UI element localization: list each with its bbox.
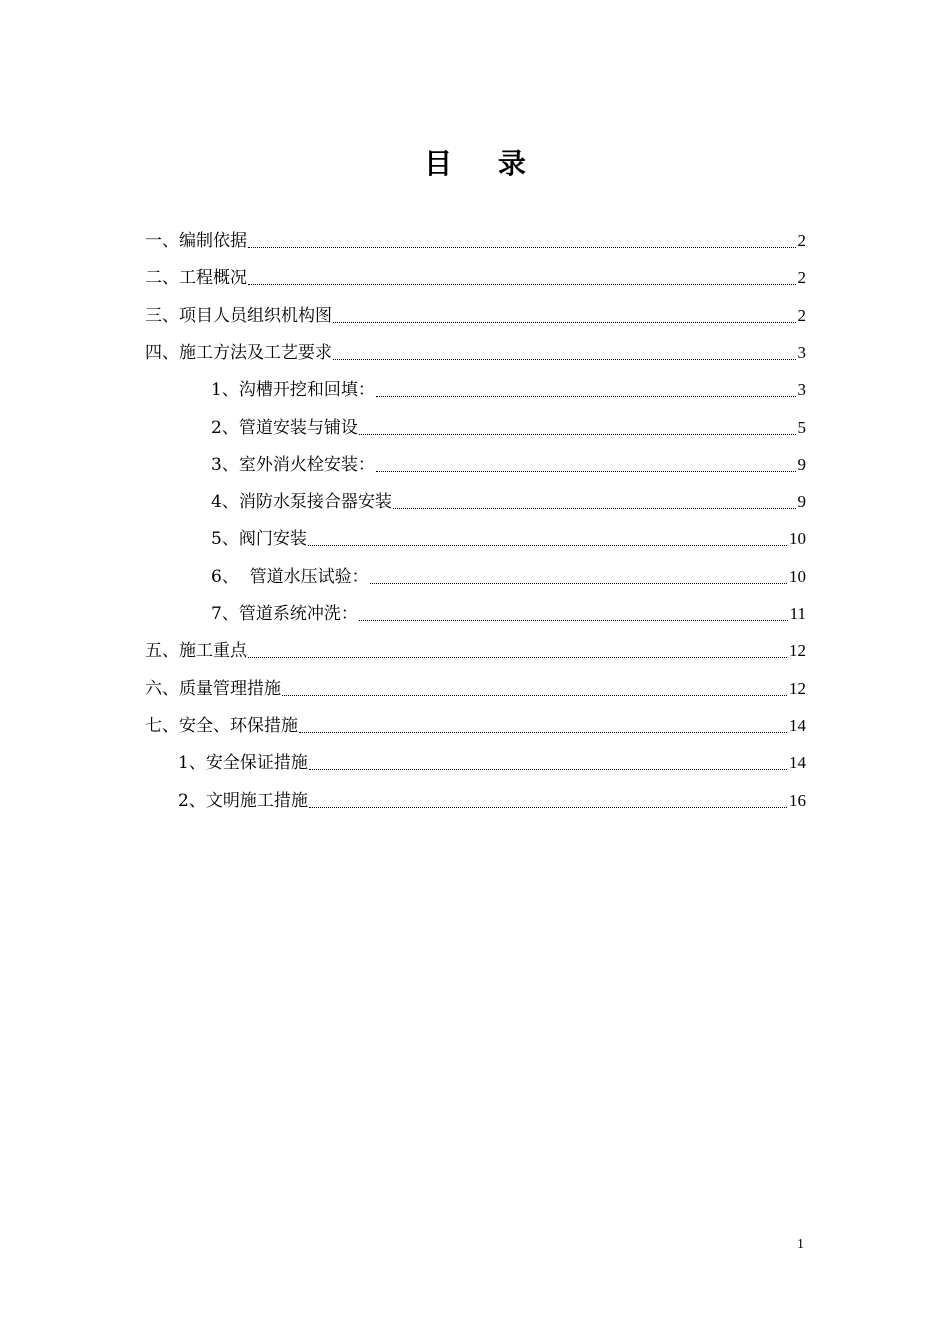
toc-dot-leader bbox=[248, 657, 787, 658]
toc-entry-label: 二、工程概况 bbox=[145, 268, 247, 289]
toc-entry-label: 三、项目人员组织机构图 bbox=[145, 305, 332, 326]
toc-entry-label: 3、室外消火栓安装： bbox=[211, 454, 375, 475]
toc-entry-page: 3 bbox=[797, 380, 806, 400]
toc-dot-leader bbox=[333, 322, 796, 323]
toc-entry-label: 1、沟槽开挖和回填： bbox=[211, 380, 375, 401]
toc-entry-label: 5、阀门安装 bbox=[211, 529, 307, 550]
toc-entry-page: 14 bbox=[789, 753, 806, 773]
toc-dot-leader bbox=[248, 247, 796, 248]
toc-entry-page: 2 bbox=[797, 305, 806, 325]
toc-entry-page: 12 bbox=[789, 678, 806, 698]
toc-entry[interactable] bbox=[145, 709, 806, 739]
toc-entry[interactable] bbox=[145, 672, 806, 702]
toc-entry[interactable] bbox=[145, 261, 806, 291]
toc-dot-leader bbox=[359, 434, 796, 435]
toc-dot-leader bbox=[370, 583, 787, 584]
toc-entry-page: 5 bbox=[797, 417, 806, 437]
toc-entry-page: 10 bbox=[789, 529, 806, 549]
toc-entry-page: 2 bbox=[797, 231, 806, 250]
toc-entry-page: 16 bbox=[789, 790, 806, 810]
toc-entry-label: 2、管道安装与铺设 bbox=[211, 417, 358, 438]
toc-dot-leader bbox=[359, 620, 788, 621]
toc-dot-leader bbox=[282, 695, 787, 696]
toc-entry[interactable] bbox=[211, 597, 806, 627]
toc-entry-page: 9 bbox=[797, 492, 806, 512]
toc-entry[interactable] bbox=[211, 448, 806, 478]
toc-dot-leader bbox=[309, 807, 787, 808]
toc-entry-label: 四、施工方法及工艺要求 bbox=[145, 342, 332, 363]
toc-entry-page: 11 bbox=[789, 604, 806, 623]
toc-entry[interactable] bbox=[145, 224, 806, 254]
toc-entry[interactable] bbox=[211, 411, 806, 441]
toc-entry[interactable] bbox=[145, 336, 806, 366]
toc-entry-page: 12 bbox=[789, 641, 806, 661]
toc-dot-leader bbox=[299, 732, 787, 733]
toc-dot-leader bbox=[376, 471, 796, 472]
toc-entry[interactable] bbox=[211, 522, 806, 552]
toc-entry[interactable] bbox=[211, 560, 806, 590]
toc-entry[interactable] bbox=[145, 299, 806, 329]
toc-entry[interactable] bbox=[211, 373, 806, 403]
toc-dot-leader bbox=[393, 508, 796, 509]
toc-entry[interactable] bbox=[145, 634, 806, 664]
toc-entry-label: 2、文明施工措施 bbox=[178, 790, 308, 811]
toc-entry[interactable] bbox=[211, 485, 806, 515]
toc-entry-label: 五、施工重点 bbox=[145, 641, 247, 662]
toc-entry-page: 3 bbox=[797, 342, 806, 362]
toc-dot-leader bbox=[333, 359, 796, 360]
toc-entry-label: 一、编制依据 bbox=[145, 231, 247, 251]
toc-entry[interactable] bbox=[178, 784, 806, 814]
page-number: 1 bbox=[797, 1237, 804, 1252]
toc-entry-page: 9 bbox=[797, 454, 806, 474]
toc-entry-label: 4、消防水泵接合器安装 bbox=[211, 492, 392, 513]
toc-dot-leader bbox=[309, 769, 787, 770]
toc-entry-page: 14 bbox=[789, 715, 806, 735]
toc-entry-page: 10 bbox=[789, 566, 806, 586]
toc-entry-label: 六、质量管理措施 bbox=[145, 678, 281, 699]
toc-dot-leader bbox=[308, 545, 787, 546]
toc-entry-label: 6、 管道水压试验： bbox=[211, 566, 369, 587]
toc-title: 目 录 bbox=[424, 147, 544, 180]
toc-dot-leader bbox=[248, 284, 796, 285]
toc-entry-page: 2 bbox=[797, 268, 806, 288]
toc-entry[interactable] bbox=[178, 746, 806, 776]
toc-entry-label: 7、管道系统冲洗： bbox=[211, 604, 358, 624]
toc-dot-leader bbox=[376, 396, 796, 397]
toc-entry-label: 1、安全保证措施 bbox=[178, 753, 308, 774]
toc-entry-label: 七、安全、环保措施 bbox=[145, 715, 298, 736]
